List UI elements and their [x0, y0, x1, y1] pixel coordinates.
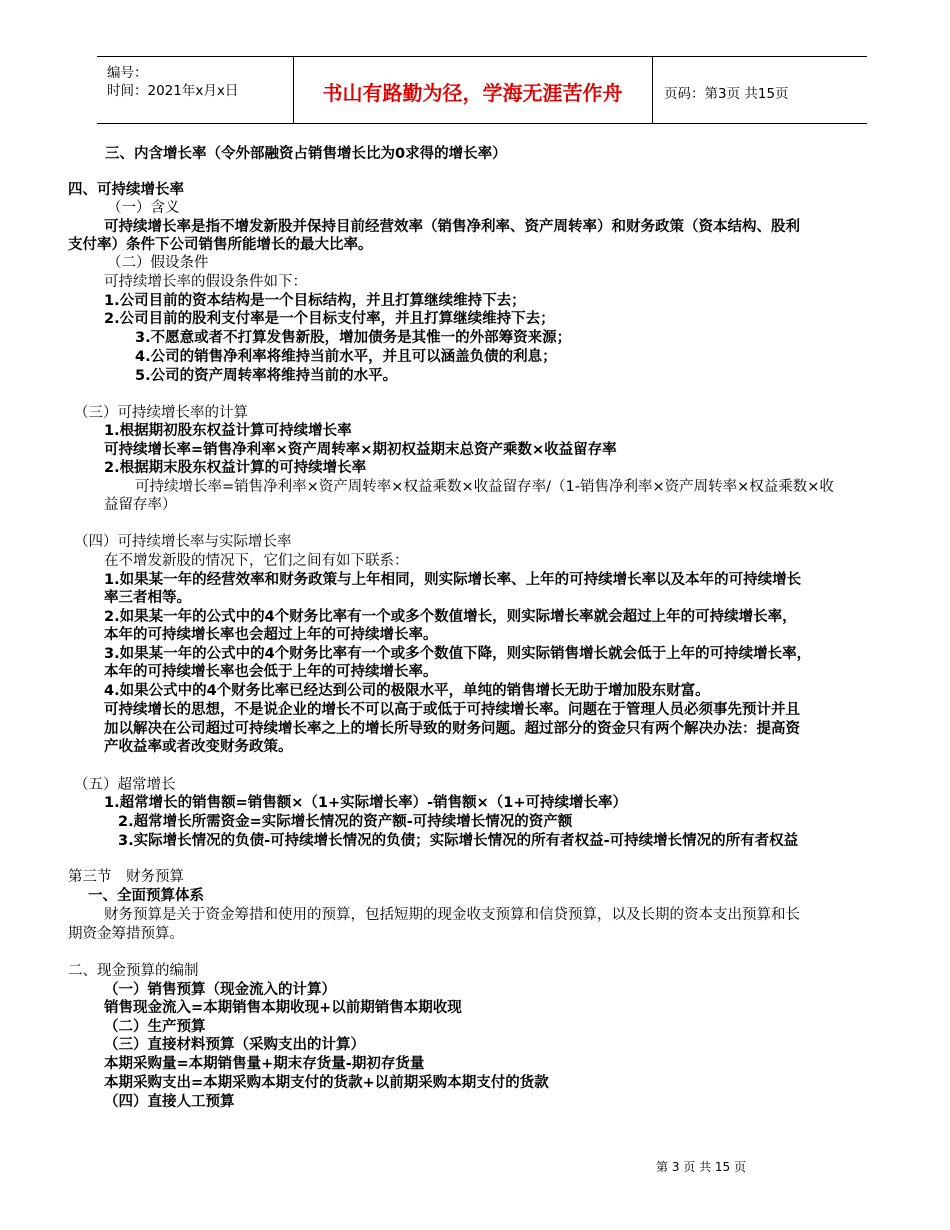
header-info-cell — [97, 57, 294, 123]
subheading-assumptions: （二）假设条件 — [107, 255, 209, 271]
list-item: 1.超常增长的销售额=销售额×（1+实际增长率）-销售额×（1+可持续增长率） — [104, 795, 628, 811]
list-item: 1.公司目前的资本结构是一个目标结构，并且打算继续维持下去； — [104, 293, 526, 309]
formula-line: 益留存率） — [104, 497, 177, 513]
subheading-calculation: （三）可持续增长率的计算 — [74, 405, 248, 421]
list-item: 4.如果公式中的4个财务比率已经达到公司的极限水平，单纯的销售增长无助于增加股东财富。 — [104, 683, 710, 699]
paragraph-line: 产收益率或者改变财务政策。 — [104, 739, 293, 755]
paragraph-line: 可持续增长的思想，不是说企业的增长不可以高于或低于可持续增长率。问题在于管理人员必须事先预计并且 — [104, 702, 800, 718]
heading-budget-system: 一、全面预算体系 — [88, 888, 204, 904]
document-header — [97, 56, 867, 124]
subheading-production-budget: （二）生产预算 — [104, 1019, 206, 1035]
paragraph-line: 财务预算是关于资金筹措和使用的预算，包括短期的现金收支预算和信贷预算，以及长期的资本支出预算和长 — [104, 907, 800, 923]
list-item: 本年的可持续增长率也会低于上年的可持续增长率。 — [104, 664, 438, 680]
subheading-labor-budget: （四）直接人工预算 — [104, 1094, 235, 1110]
heading-internal-growth-rate: 三、内含增长率（令外部融资占销售增长比为0求得的增长率） — [105, 146, 507, 162]
subheading-meaning: （一）含义 — [107, 200, 180, 216]
heading-sustainable-growth: 四、可持续增长率 — [68, 182, 184, 198]
list-item: 2.根据期末股东权益计算的可持续增长率 — [104, 460, 367, 476]
header-motto-cell — [293, 57, 653, 123]
formula-line: 本期采购支出=本期采购本期支付的货款+以前期采购本期支付的货款 — [104, 1075, 549, 1091]
formula-line: 可持续增长率=销售净利率×资产周转率×期初权益期末总资产乘数×收益留存率 — [104, 442, 617, 458]
list-item: 5.公司的资产周转率将维持当前的水平。 — [135, 368, 398, 384]
subheading-extraordinary-growth: （五）超常增长 — [74, 777, 176, 793]
paragraph-line: 可持续增长率的假设条件如下： — [104, 274, 307, 290]
list-item: 2.公司目前的股利支付率是一个目标支付率，并且打算继续维持下去； — [104, 311, 555, 327]
motto-text: 书山有路勤为径，学海无涯苦作舟 — [322, 81, 623, 105]
list-item: 3.实际增长情况的负债-可持续增长情况的负债；实际增长情况的所有者权益-可持续增长情况的所有者权益 — [118, 833, 799, 849]
paragraph-line: 在不增发新股的情况下，它们之间有如下联系： — [104, 553, 409, 569]
paragraph-line: 支付率）条件下公司销售所能增长的最大比率。 — [68, 237, 373, 253]
list-item: 率三者相等。 — [104, 590, 191, 606]
page-info: 页码：第3页 共15页 — [664, 86, 789, 102]
formula-line: 销售现金流入=本期销售本期收现+以前期销售本期收现 — [104, 1000, 462, 1016]
paragraph-line: 加以解决在公司超过可持续增长率之上的增长所导致的财务问题。超过部分的资金只有两个解决办法：提高资 — [104, 721, 800, 737]
paragraph-line: 可持续增长率是指不增发新股并保持目前经营效率（销售净利率、资产周转率）和财务政策（资本结构、股利 — [104, 219, 800, 235]
list-item: 4.公司的销售净利率将维持当前水平，并且可以涵盖负债的利息； — [135, 349, 557, 365]
formula-line: 本期采购量=本期销售量+期末存货量-期初存货量 — [104, 1056, 425, 1072]
list-item: 2.如果某一年的公式中的4个财务比率有一个或多个数值增长，则实际增长率就会超过上年的可持续增长率， — [104, 609, 797, 625]
list-item: 本年的可持续增长率也会超过上年的可持续增长率。 — [104, 627, 438, 643]
time-label: 时间：2021年x月x日 — [107, 83, 239, 99]
number-label: 编号： — [107, 65, 148, 81]
subheading-actual-growth: （四）可持续增长率与实际增长率 — [74, 534, 292, 550]
subheading-material-budget: （三）直接材料预算（采购支出的计算） — [104, 1037, 365, 1053]
formula-line: 可持续增长率=销售净利率×资产周转率×权益乘数×收益留存率/（1-销售净利率×资产周转率×权益乘数×收 — [135, 479, 834, 495]
list-item: 2.超常增长所需资金=实际增长情况的资产额-可持续增长情况的资产额 — [118, 814, 573, 830]
header-page-cell — [652, 57, 867, 123]
subheading-sales-budget: （一）销售预算（现金流入的计算） — [104, 982, 336, 998]
section-heading-financial-budget: 第三节 财务预算 — [68, 869, 184, 885]
paragraph-line: 期资金筹措预算。 — [68, 926, 184, 942]
list-item: 1.如果某一年的经营效率和财务政策与上年相同，则实际增长率、上年的可持续增长率以及本年的可持续增长 — [104, 572, 802, 588]
page-footer: 第 3 页 共 15 页 — [656, 1160, 746, 1174]
list-item: 3.如果某一年的公式中的4个财务比率有一个或多个数值下降，则实际销售增长就会低于上年的可持续增长率， — [104, 646, 812, 662]
list-item: 1.根据期初股东权益计算可持续增长率 — [104, 423, 352, 439]
heading-cash-budget: 二、现金预算的编制 — [68, 963, 199, 979]
list-item: 3.不愿意或者不打算发售新股，增加债务是其惟一的外部筹资来源； — [135, 330, 572, 346]
